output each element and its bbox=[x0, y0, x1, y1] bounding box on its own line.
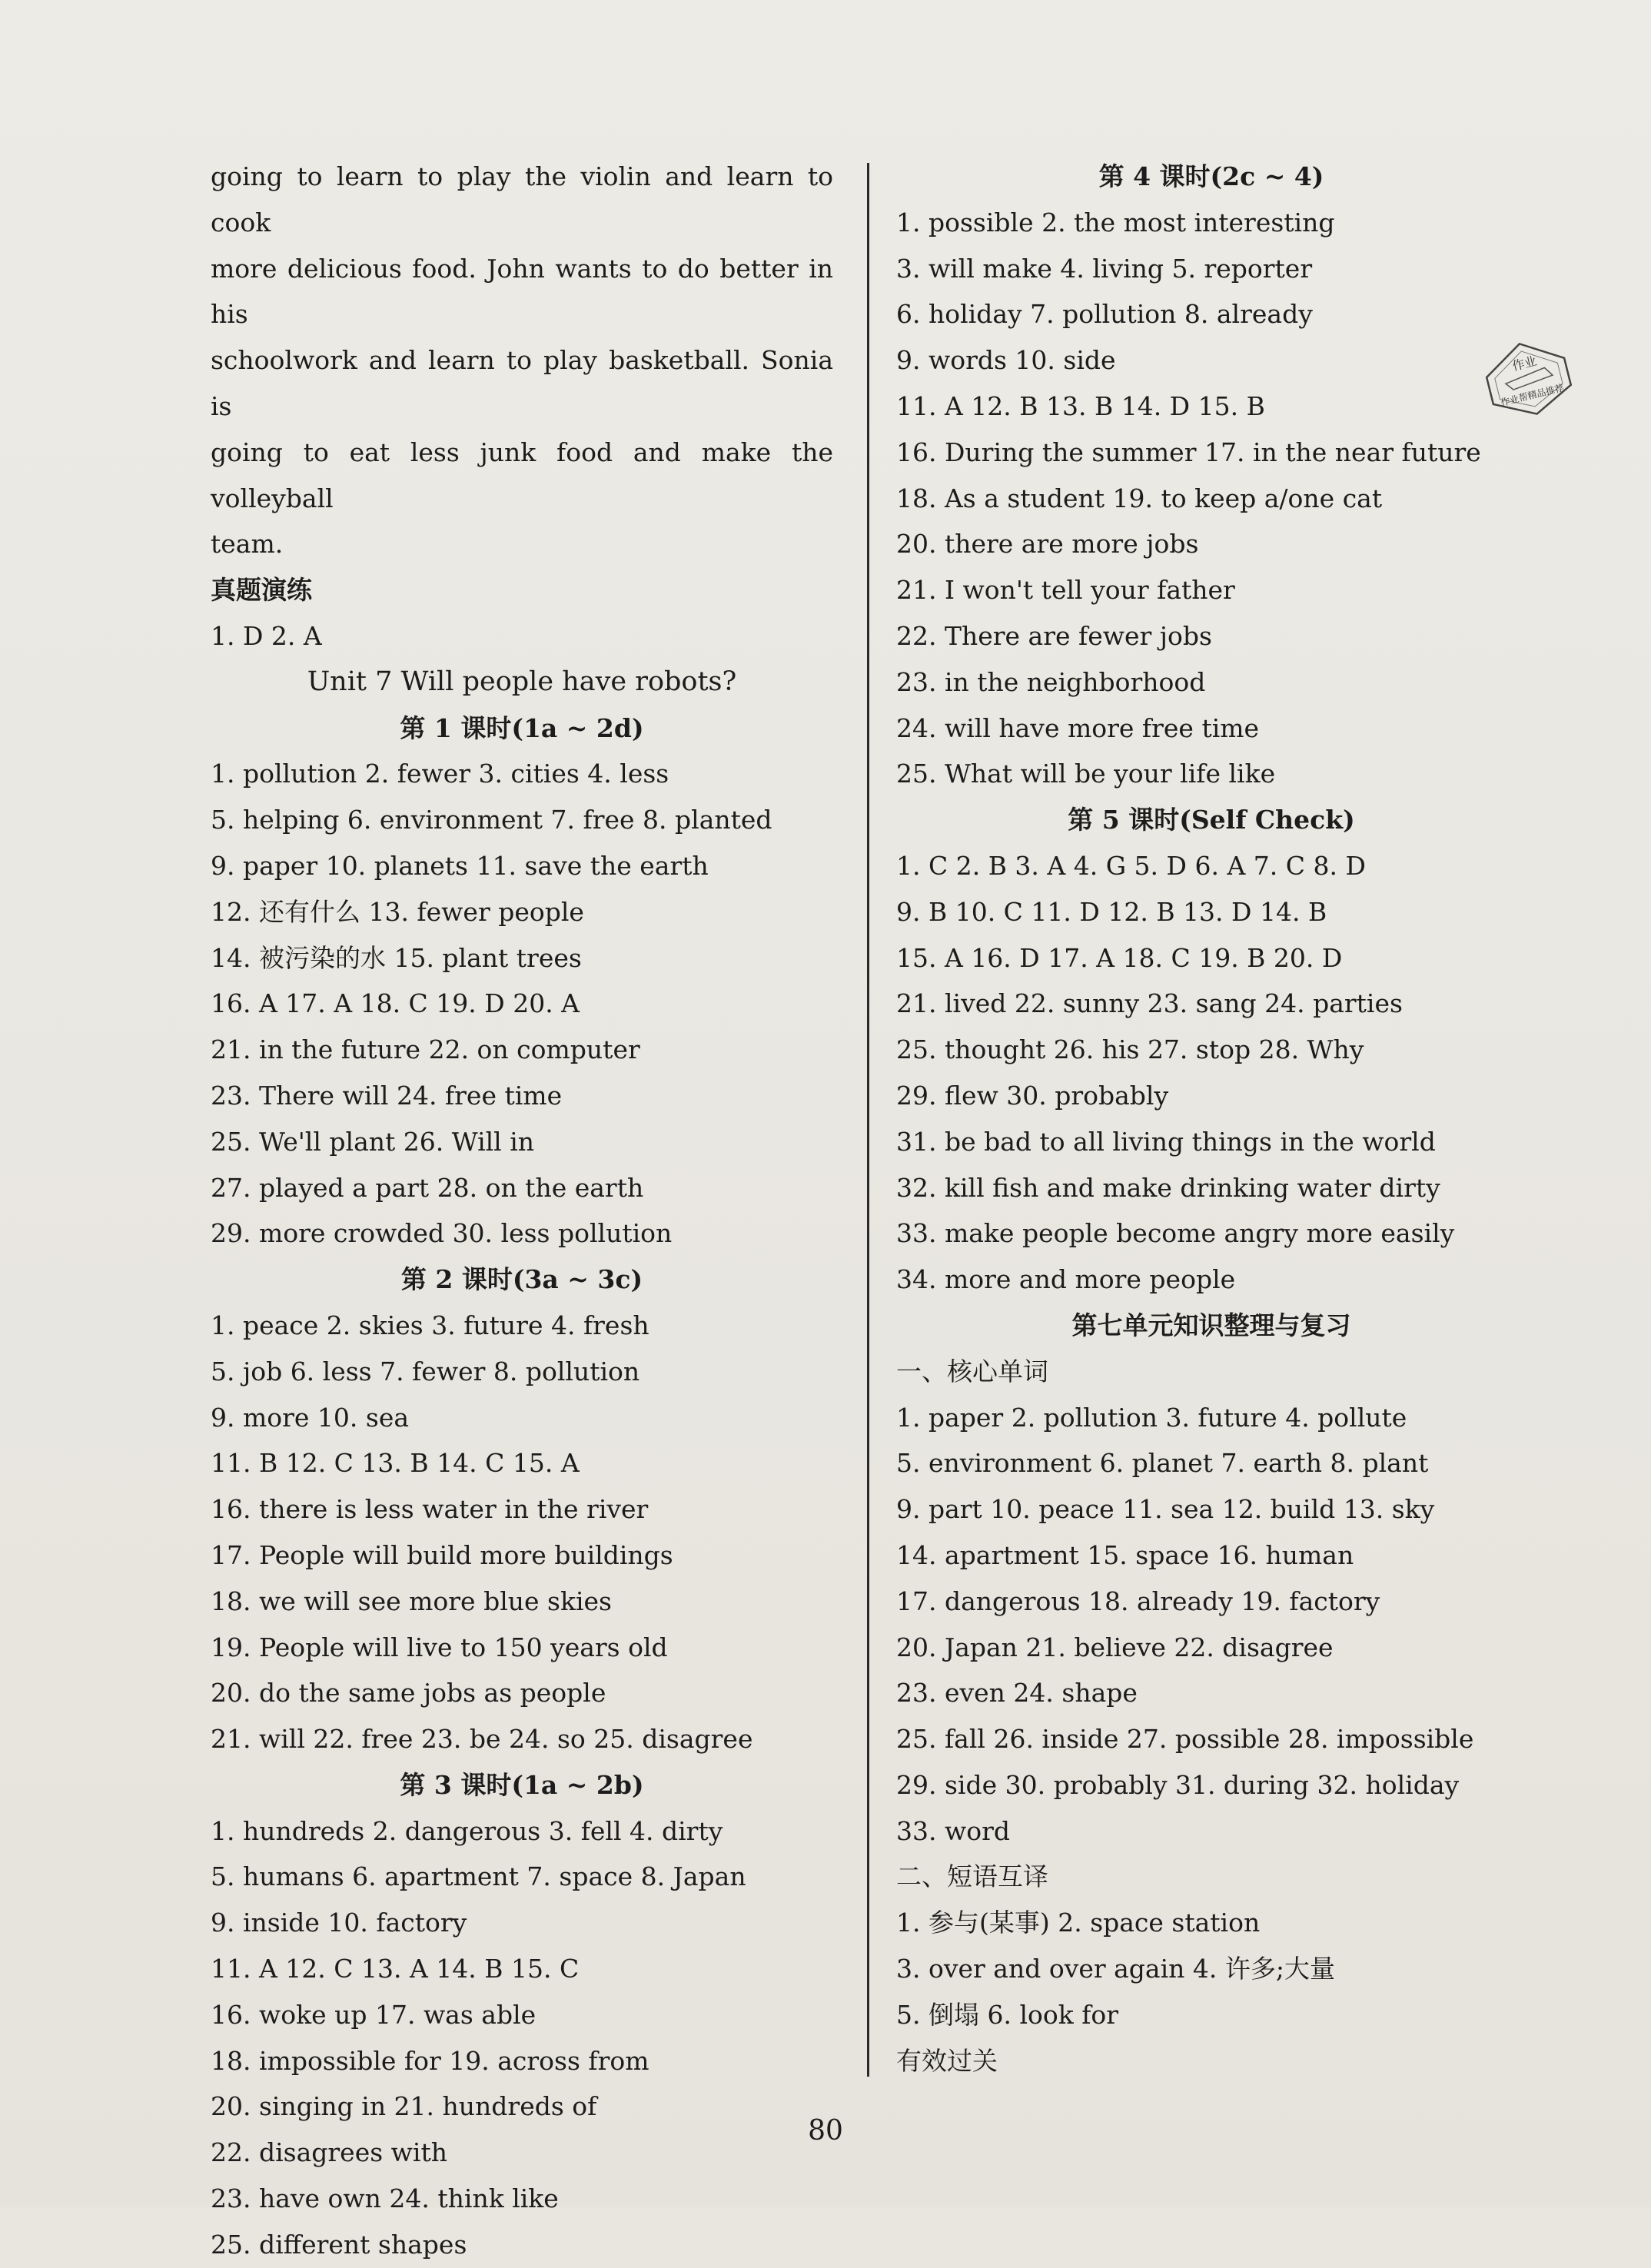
answer-line: 5. humans 6. apartment 7. space 8. Japan bbox=[211, 1861, 746, 1892]
answer-line: 33. make people become angry more easily bbox=[896, 1218, 1455, 1249]
answer-line: 16. During the summer 17. in the near future bbox=[896, 437, 1481, 467]
answer-line: more delicious food. John wants to do better in his bbox=[211, 253, 833, 330]
answer-line: 20. singing in 21. hundreds of bbox=[211, 2091, 597, 2122]
answer-line: 34. more and more people bbox=[896, 1264, 1236, 1295]
answer-line: 11. A 12. B 13. B 14. D 15. B bbox=[896, 390, 1265, 421]
answer-line: 第 4 课时(2c ~ 4) bbox=[1098, 161, 1324, 191]
answer-line: 1. pollution 2. fewer 3. cities 4. less bbox=[211, 759, 669, 789]
answer-line: 20. Japan 21. believe 22. disagree bbox=[896, 1632, 1334, 1662]
answer-line: 11. A 12. C 13. A 14. B 15. C bbox=[211, 1954, 580, 1984]
answer-line: 21. in the future 22. on computer bbox=[211, 1034, 640, 1065]
answer-line: 5. environment 6. planet 7. earth 8. plant bbox=[896, 1448, 1429, 1479]
answer-line: 5. job 6. less 7. fewer 8. pollution bbox=[211, 1356, 640, 1386]
stamp-top-text: 作业 bbox=[1510, 353, 1539, 374]
answer-line: 17. dangerous 18. already 19. factory bbox=[896, 1586, 1380, 1616]
answer-line: 1. C 2. B 3. A 4. G 5. D 6. A 7. C 8. D bbox=[896, 850, 1366, 881]
answer-line: 16. A 17. A 18. C 19. D 20. A bbox=[211, 988, 580, 1019]
answer-line: Unit 7 Will people have robots? bbox=[307, 666, 737, 697]
answer-line: 15. A 16. D 17. A 18. C 19. B 20. D bbox=[896, 942, 1343, 973]
answer-line: 18. we will see more blue skies bbox=[211, 1586, 612, 1616]
answer-line: 17. People will build more buildings bbox=[211, 1539, 673, 1570]
right-column bbox=[896, 154, 1526, 2084]
answer-line: going to learn to play the violin and learn to cook bbox=[211, 161, 833, 237]
answer-line: 12. 还有什么 13. fewer people bbox=[211, 896, 584, 927]
answer-line: 25. fall 26. inside 27. possible 28. impossible bbox=[896, 1724, 1474, 1755]
answer-line: 33. word bbox=[896, 1815, 1010, 1846]
answer-line: 20. do the same jobs as people bbox=[211, 1678, 606, 1708]
stamp-bottom-text: 作业帮精品推荐 bbox=[1500, 382, 1566, 409]
answer-line: 18. impossible for 19. across from bbox=[211, 2045, 649, 2076]
answer-line: 1. hundreds 2. dangerous 3. fell 4. dirty bbox=[211, 1815, 723, 1846]
answer-line: 1. possible 2. the most interesting bbox=[896, 207, 1335, 237]
answer-line: 有效过关 bbox=[896, 2045, 998, 2076]
answer-line: 第 3 课时(1a ~ 2b) bbox=[400, 1769, 644, 1800]
answer-line: 25. What will be your life like bbox=[896, 759, 1276, 789]
answer-line: 1. peace 2. skies 3. future 4. fresh bbox=[211, 1310, 649, 1340]
answer-line: 真题演练 bbox=[211, 575, 312, 606]
answer-line: 11. B 12. C 13. B 14. C 15. A bbox=[211, 1448, 580, 1479]
answer-line: 二、短语互译 bbox=[896, 1861, 1048, 1892]
answer-line: 16. woke up 17. was able bbox=[211, 1999, 536, 2030]
answer-line: 20. there are more jobs bbox=[896, 529, 1199, 560]
answer-line: schoolwork and learn to play basketball. Sonia is bbox=[211, 345, 833, 421]
answer-line: 29. side 30. probably 31. during 32. holiday bbox=[896, 1769, 1460, 1800]
answer-line: 29. more crowded 30. less pollution bbox=[211, 1218, 673, 1249]
answer-line: 25. thought 26. his 27. stop 28. Why bbox=[896, 1034, 1364, 1065]
page-number: 80 bbox=[808, 2115, 843, 2147]
answer-line: 14. 被污染的水 15. plant trees bbox=[211, 942, 582, 973]
answer-line: 5. helping 6. environment 7. free 8. planted bbox=[211, 805, 772, 835]
answer-line: 23. even 24. shape bbox=[896, 1678, 1138, 1708]
answer-line: 21. I won't tell your father bbox=[896, 575, 1235, 606]
answer-line: 第七单元知识整理与复习 bbox=[1071, 1310, 1351, 1340]
answer-line: 16. there is less water in the river bbox=[211, 1494, 649, 1525]
answer-line: 5. 倒塌 6. look for bbox=[896, 1999, 1119, 2030]
answer-line: 3. will make 4. living 5. reporter bbox=[896, 253, 1313, 284]
answer-line: 32. kill fish and make drinking water dirty bbox=[896, 1172, 1440, 1203]
answer-line: 第 2 课时(3a ~ 3c) bbox=[400, 1264, 643, 1295]
answer-line: 1. D 2. A bbox=[211, 620, 322, 651]
answer-line: 21. lived 22. sunny 23. sang 24. parties bbox=[896, 988, 1403, 1019]
answer-line: 23. There will 24. free time bbox=[211, 1080, 563, 1111]
answer-line: going to eat less junk food and make the volleyball bbox=[211, 437, 833, 513]
answer-line: 19. People will live to 150 years old bbox=[211, 1632, 668, 1662]
answer-line: 24. will have more free time bbox=[896, 712, 1260, 743]
answer-line: 29. flew 30. probably bbox=[896, 1080, 1169, 1111]
answer-line: 第 1 课时(1a ~ 2d) bbox=[400, 712, 644, 743]
answer-line: 9. words 10. side bbox=[896, 345, 1116, 376]
answer-line: 1. 参与(某事) 2. space station bbox=[896, 1908, 1261, 1938]
answer-line: team. bbox=[211, 529, 284, 560]
answer-line: 9. more 10. sea bbox=[211, 1402, 410, 1433]
column-divider bbox=[867, 163, 869, 2077]
answer-line: 9. part 10. peace 11. sea 12. build 13. sky bbox=[896, 1494, 1435, 1525]
answer-line: 9. B 10. C 11. D 12. B 13. D 14. B bbox=[896, 896, 1327, 927]
answer-line: 22. There are fewer jobs bbox=[896, 620, 1212, 651]
answer-line: 一、核心单词 bbox=[896, 1356, 1048, 1386]
answer-line: 23. have own 24. think like bbox=[211, 2183, 559, 2214]
answer-line: 27. played a part 28. on the earth bbox=[211, 1172, 644, 1203]
answer-line: 1. paper 2. pollution 3. future 4. pollute bbox=[896, 1402, 1407, 1433]
answer-line: 18. As a student 19. to keep a/one cat bbox=[896, 483, 1383, 513]
answer-line: 22. disagrees with bbox=[211, 2137, 447, 2168]
answer-line: 23. in the neighborhood bbox=[896, 666, 1206, 697]
answer-line: 31. be bad to all living things in the world bbox=[896, 1126, 1436, 1157]
answer-line: 25. different shapes bbox=[211, 2229, 467, 2260]
answer-line: 25. We'll plant 26. Will in bbox=[211, 1126, 535, 1157]
answer-line: 6. holiday 7. pollution 8. already bbox=[896, 299, 1313, 330]
answer-line: 14. apartment 15. space 16. human bbox=[896, 1539, 1354, 1570]
answer-line: 9. inside 10. factory bbox=[211, 1908, 467, 1938]
left-column bbox=[211, 154, 833, 2268]
answer-line: 9. paper 10. planets 11. save the earth bbox=[211, 850, 709, 881]
answer-line: 第 5 课时(Self Check) bbox=[1068, 805, 1355, 835]
answer-line: 3. over and over again 4. 许多;大量 bbox=[896, 1954, 1335, 1984]
answer-line: 21. will 22. free 23. be 24. so 25. disagree bbox=[211, 1724, 753, 1755]
